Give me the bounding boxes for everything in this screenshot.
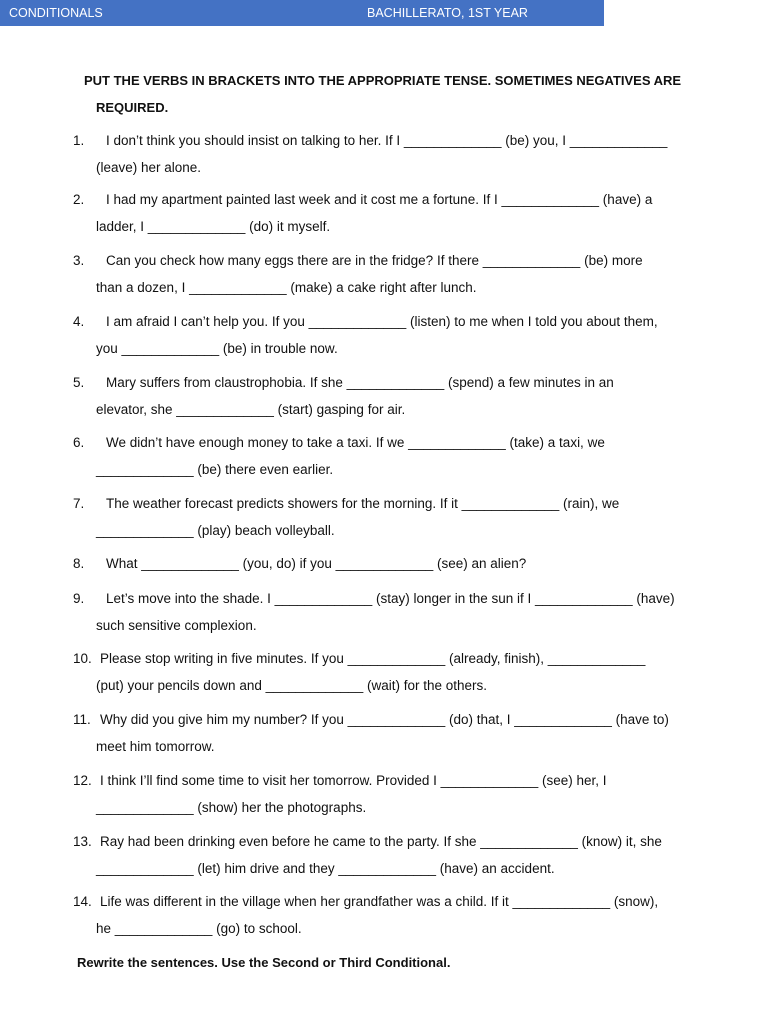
exercise-text-line-1: I had my apartment painted last week and it cost me a fortune. If I _____________ (have) a [106,192,653,207]
exercise-text-line-1: Can you check how many eggs there are in the fridge? If there _____________ (be) more [106,253,643,268]
exercise-text-line-1: Mary suffers from claustrophobia. If she _____________ (spend) a few minutes in an [106,375,614,390]
instructions-line-2: REQUIRED. [96,100,169,115]
exercise-text-line-2: elevator, she _____________ (start) gasping for air. [96,402,406,417]
exercise-number: 14. [73,894,92,909]
exercise-text-line-2: (leave) her alone. [96,160,202,175]
exercise-text-line-2: such sensitive complexion. [96,618,257,633]
exercise-number: 1. [73,133,85,148]
exercise-text-line-1: I am afraid I can’t help you. If you _____________ (listen) to me when I told you about them, [106,314,658,329]
instructions-line-1: PUT THE VERBS IN BRACKETS INTO THE APPROPRIATE TENSE. SOMETIMES NEGATIVES ARE [84,73,682,88]
exercise-text-line-1: The weather forecast predicts showers for the morning. If it _____________ (rain), we [106,496,620,511]
exercise-text-line-1: Ray had been drinking even before he came to the party. If she _____________ (know) it, she [100,834,662,849]
instructions [84,67,704,121]
exercise-number: 8. [73,556,85,571]
exercise-text-line-2: _____________ (be) there even earlier. [96,462,334,477]
exercise-text-line-1: I think I’ll find some time to visit her tomorrow. Provided I _____________ (see) her, I [100,773,607,788]
exercise-number: 5. [73,375,85,390]
exercise-number: 2. [73,192,85,207]
header-title: CONDITIONALS [9,6,103,20]
exercise-text-line-1: What _____________ (you, do) if you _____________ (see) an alien? [106,556,527,571]
exercise-number: 10. [73,651,92,666]
exercise-text-line-2: _____________ (show) her the photographs. [96,800,367,815]
exercise-text-line-2: than a dozen, I _____________ (make) a cake right after lunch. [96,280,477,295]
exercise-text-line-1: Life was different in the village when her grandfather was a child. If it _____________ (snow), [100,894,659,909]
exercise-text-line-1: Please stop writing in five minutes. If you _____________ (already, finish), _____________ [100,651,646,666]
exercise-text-line-1: Let’s move into the shade. I _____________ (stay) longer in the sun if I _____________ (have) [106,591,675,606]
exercise-number: 7. [73,496,85,511]
exercise-text-line-2: meet him tomorrow. [96,739,215,754]
exercise-text-line-1: Why did you give him my number? If you _____________ (do) that, I _____________ (have to) [100,712,669,727]
exercise-text-line-2: ladder, I _____________ (do) it myself. [96,219,331,234]
section-2-title: Rewrite the sentences. Use the Second or Third Conditional. [77,955,451,970]
exercise-text-line-2: _____________ (play) beach volleyball. [96,523,335,538]
exercise-text-line-2: (put) your pencils down and _____________ (wait) for the others. [96,678,487,693]
exercise-number: 6. [73,435,85,450]
exercise-number: 3. [73,253,85,268]
exercise-number: 11. [73,712,91,727]
exercise-text-line-1: I don’t think you should insist on talking to her. If I _____________ (be) you, I _____________ [106,133,668,148]
exercise-text-line-2: you _____________ (be) in trouble now. [96,341,338,356]
header-bar [0,0,604,26]
exercise-text-line-2: he _____________ (go) to school. [96,921,302,936]
exercise-number: 4. [73,314,85,329]
exercise-number: 9. [73,591,85,606]
exercise-text-line-2: _____________ (let) him drive and they _____________ (have) an accident. [96,861,555,876]
exercise-number: 13. [73,834,92,849]
exercise-number: 12. [73,773,92,788]
header-level: BACHILLERATO, 1ST YEAR [367,6,528,20]
exercise-text-line-1: We didn’t have enough money to take a taxi. If we _____________ (take) a taxi, we [106,435,605,450]
